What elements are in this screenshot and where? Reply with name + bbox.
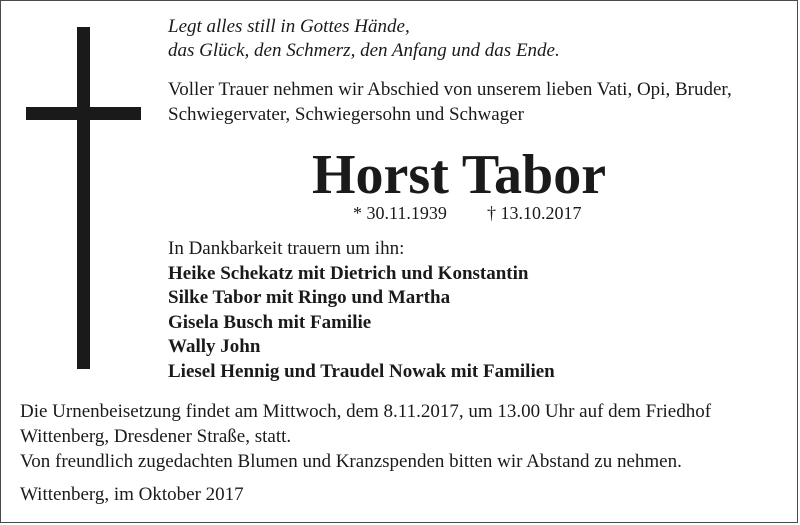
birth-date: * 30.11.1939 (353, 203, 447, 223)
funeral-notice (20, 399, 711, 474)
mourner-name: Liesel Hennig und Traudel Nowak mit Familien (168, 360, 555, 382)
intro-line: Schwiegervater, Schwiegersohn und Schwager (168, 104, 524, 125)
mourners-heading: In Dankbarkeit trauern um ihn: (168, 238, 405, 259)
poem-line: das Glück, den Schmerz, den Anfang und das Ende. (168, 40, 560, 61)
poem (168, 15, 560, 63)
mourner-name: Wally John (168, 336, 261, 357)
death-date: † 13.10.2017 (487, 203, 582, 223)
place-and-date: Wittenberg, im Oktober 2017 (20, 484, 244, 505)
mourner-name: Gisela Busch mit Familie (168, 311, 372, 333)
deceased-name: Horst Tabor (312, 144, 607, 206)
mourner-name: Silke Tabor mit Ringo und Martha (168, 287, 451, 308)
cross-vertical-beam (77, 27, 90, 369)
poem-line: Legt alles still in Gottes Hände, (168, 16, 410, 37)
notice-line: Von freundlich zugedachten Blumen und Kranzspenden bitten wir Abstand zu nehmen. (20, 451, 682, 472)
intro-text (168, 77, 732, 127)
intro-line: Voller Trauer nehmen wir Abschied von unserem lieben Vati, Opi, Bruder, (168, 79, 732, 100)
notice-line: Die Urnenbeisetzung findet am Mittwoch, dem 8.11.2017, um 13.00 Uhr auf dem Friedhof (20, 401, 712, 422)
mourner-name: Heike Schekatz mit Dietrich und Konstantin (168, 262, 529, 284)
notice-line: Wittenberg, Dresdener Straße, statt. (20, 426, 292, 447)
cross-horizontal-beam (26, 107, 141, 120)
mourners-list (168, 237, 555, 384)
